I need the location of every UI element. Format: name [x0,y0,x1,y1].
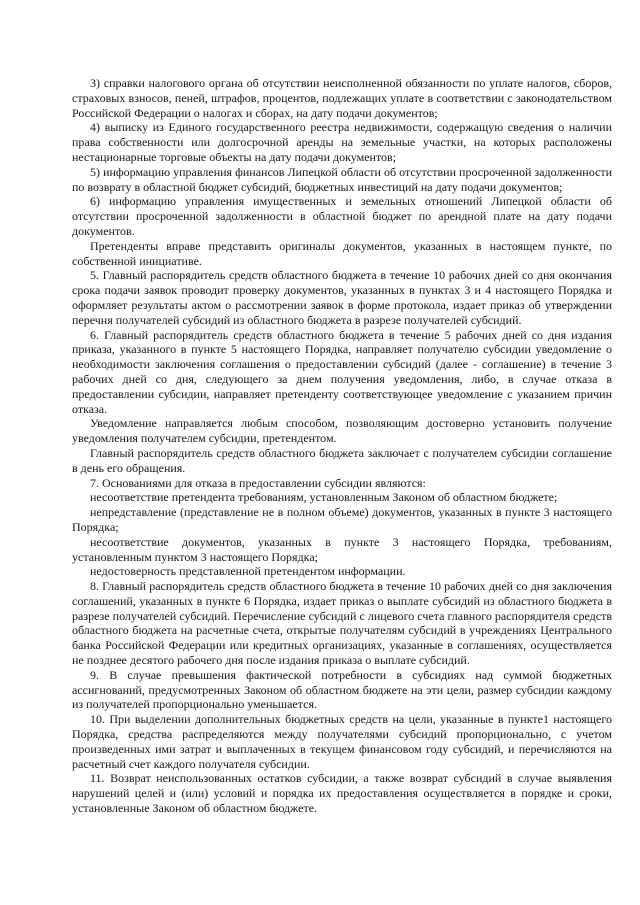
paragraph-item-5: 5. Главный распорядитель средств областного бюджета в течение 10 рабочих дней со дня окончания срока подачи заявок проводит проверку документов, указанных в пунктах 3 и 4 настоящего Порядка и оформляет результаты актом о рассмотрении заявок в форме протокола, издает приказ об утверждении перечня получателей субсидий из областного бюджета в разрезе получателей субсидий. [72,268,612,327]
paragraph-6-property-info: 6) информацию управления имущественных и земельных отношений Липецкой области об отсутствии просроченной задолженности в областной бюджет по арендной плате на дату подачи документов. [72,194,612,238]
paragraph-item-7: 7. Основаниями для отказа в предоставлении субсидии являются: [90,475,426,490]
paragraph-item-6: 6. Главный распорядитель средств областного бюджета в течение 5 рабочих дней со дня издания приказа, указанного в пункте 5 настоящего Порядка, направляет получателю субсидии уведомление о необходимости заключения соглашения о предоставлении субсидий (далее - соглашение) в течение 3 рабочих дней со дня, следующего за днем получения уведомления, либо, в случае отказа в предоставлении субсидии, направляет претенденту соответствующее уведомление с указанием причин отказа. [72,327,612,416]
paragraph-refusal-reason-3: несоответствие документов, указанных в пункте 3 настоящего Порядка, требованиям, установленным пунктом 3 настоящего Порядка; [72,534,612,564]
paragraph-originals: Претенденты вправе представить оригиналы документов, указанных в настоящем пункте, по собственной инициативе. [72,238,612,268]
paragraph-item-11: 11. Возврат неиспользованных остатков субсидии, а также возврат субсидий в случае выявления нарушений целей и (или) условий и порядка их предоставления осуществляется в порядке и сроки, установленные Законом об областном бюджете. [72,771,612,816]
paragraph-refusal-reason-1: несоответствие претендента требованиям, установленным Законом об областном бюджете; [90,490,558,505]
paragraph-notification: Уведомление направляется любым способом, позволяющим достоверно установить получение уведомления получателем субсидии, претендентом. [72,416,612,446]
paragraph-item-9: 9. В случае превышения фактической потребности в субсидиях над суммой бюджетных ассигнований, предусмотренных Законом об областном бюджете на эти цели, размер субсидии каждому из получателей пропорционально уменьшается. [72,667,612,712]
paragraph-5-finance-info: 5) информацию управления финансов Липецкой области об отсутствии просроченной задолженности по возврату в областной бюджет субсидий, бюджетных инвестиций на дату подачи документов; [72,164,612,194]
paragraph-refusal-reason-4: недостоверность представленной претендентом информации. [90,564,406,579]
paragraph-item-10: 10. При выделении дополнительных бюджетных средств на цели, указанные в пункте1 настоящего Порядка, средства распределяются между получателями субсидий пропорционально, с учетом произведенных ими затрат и выплаченных в текущем финансовом году субсидий, и перечисляются на расчетный счет каждого получателя субсидии. [72,712,612,771]
paragraph-item-8: 8. Главный распорядитель средств областного бюджета в течение 10 рабочих дней со дня заключения соглашений, указанных в пункте 6 Порядка, издает приказ о выплате субсидий из областного бюджета в разрезе получателей субсидий. Перечисление субсидий с лицевого счета главного распорядителя средств областного бюджета на расчетные счета, открытые получателям субсидий в учреждениях Центрального банка Российской Федерации или кредитных организациях, указанные в соглашениях, осуществляется не позднее десятого рабочего дня после издания приказа о выплате субсидий. [72,579,612,668]
paragraph-refusal-reason-2: непредставление (представление не в полном объеме) документов, указанных в пункте 3 настоящего Порядка; [72,505,612,534]
paragraph-agreement: Главный распорядитель средств областного бюджета заключает с получателем субсидии соглашение в день его обращения. [72,445,612,475]
paragraph-3-tax-certificate: 3) справки налогового органа об отсутствии неисполненной обязанности по уплате налогов, сборов, страховых взносов, пеней, штрафов, процентов, подлежащих уплате в соответствии с законодательством Российской Федерации о налогах и сборах, на дату подачи документов; [72,76,612,120]
paragraph-4-real-estate-extract: 4) выписку из Единого государственного реестра недвижимости, содержащую сведения о наличии права собственности или долгосрочной аренды на земельные участки, на которых расположены нестационарные торговые объекты на дату подачи документов; [72,120,612,164]
